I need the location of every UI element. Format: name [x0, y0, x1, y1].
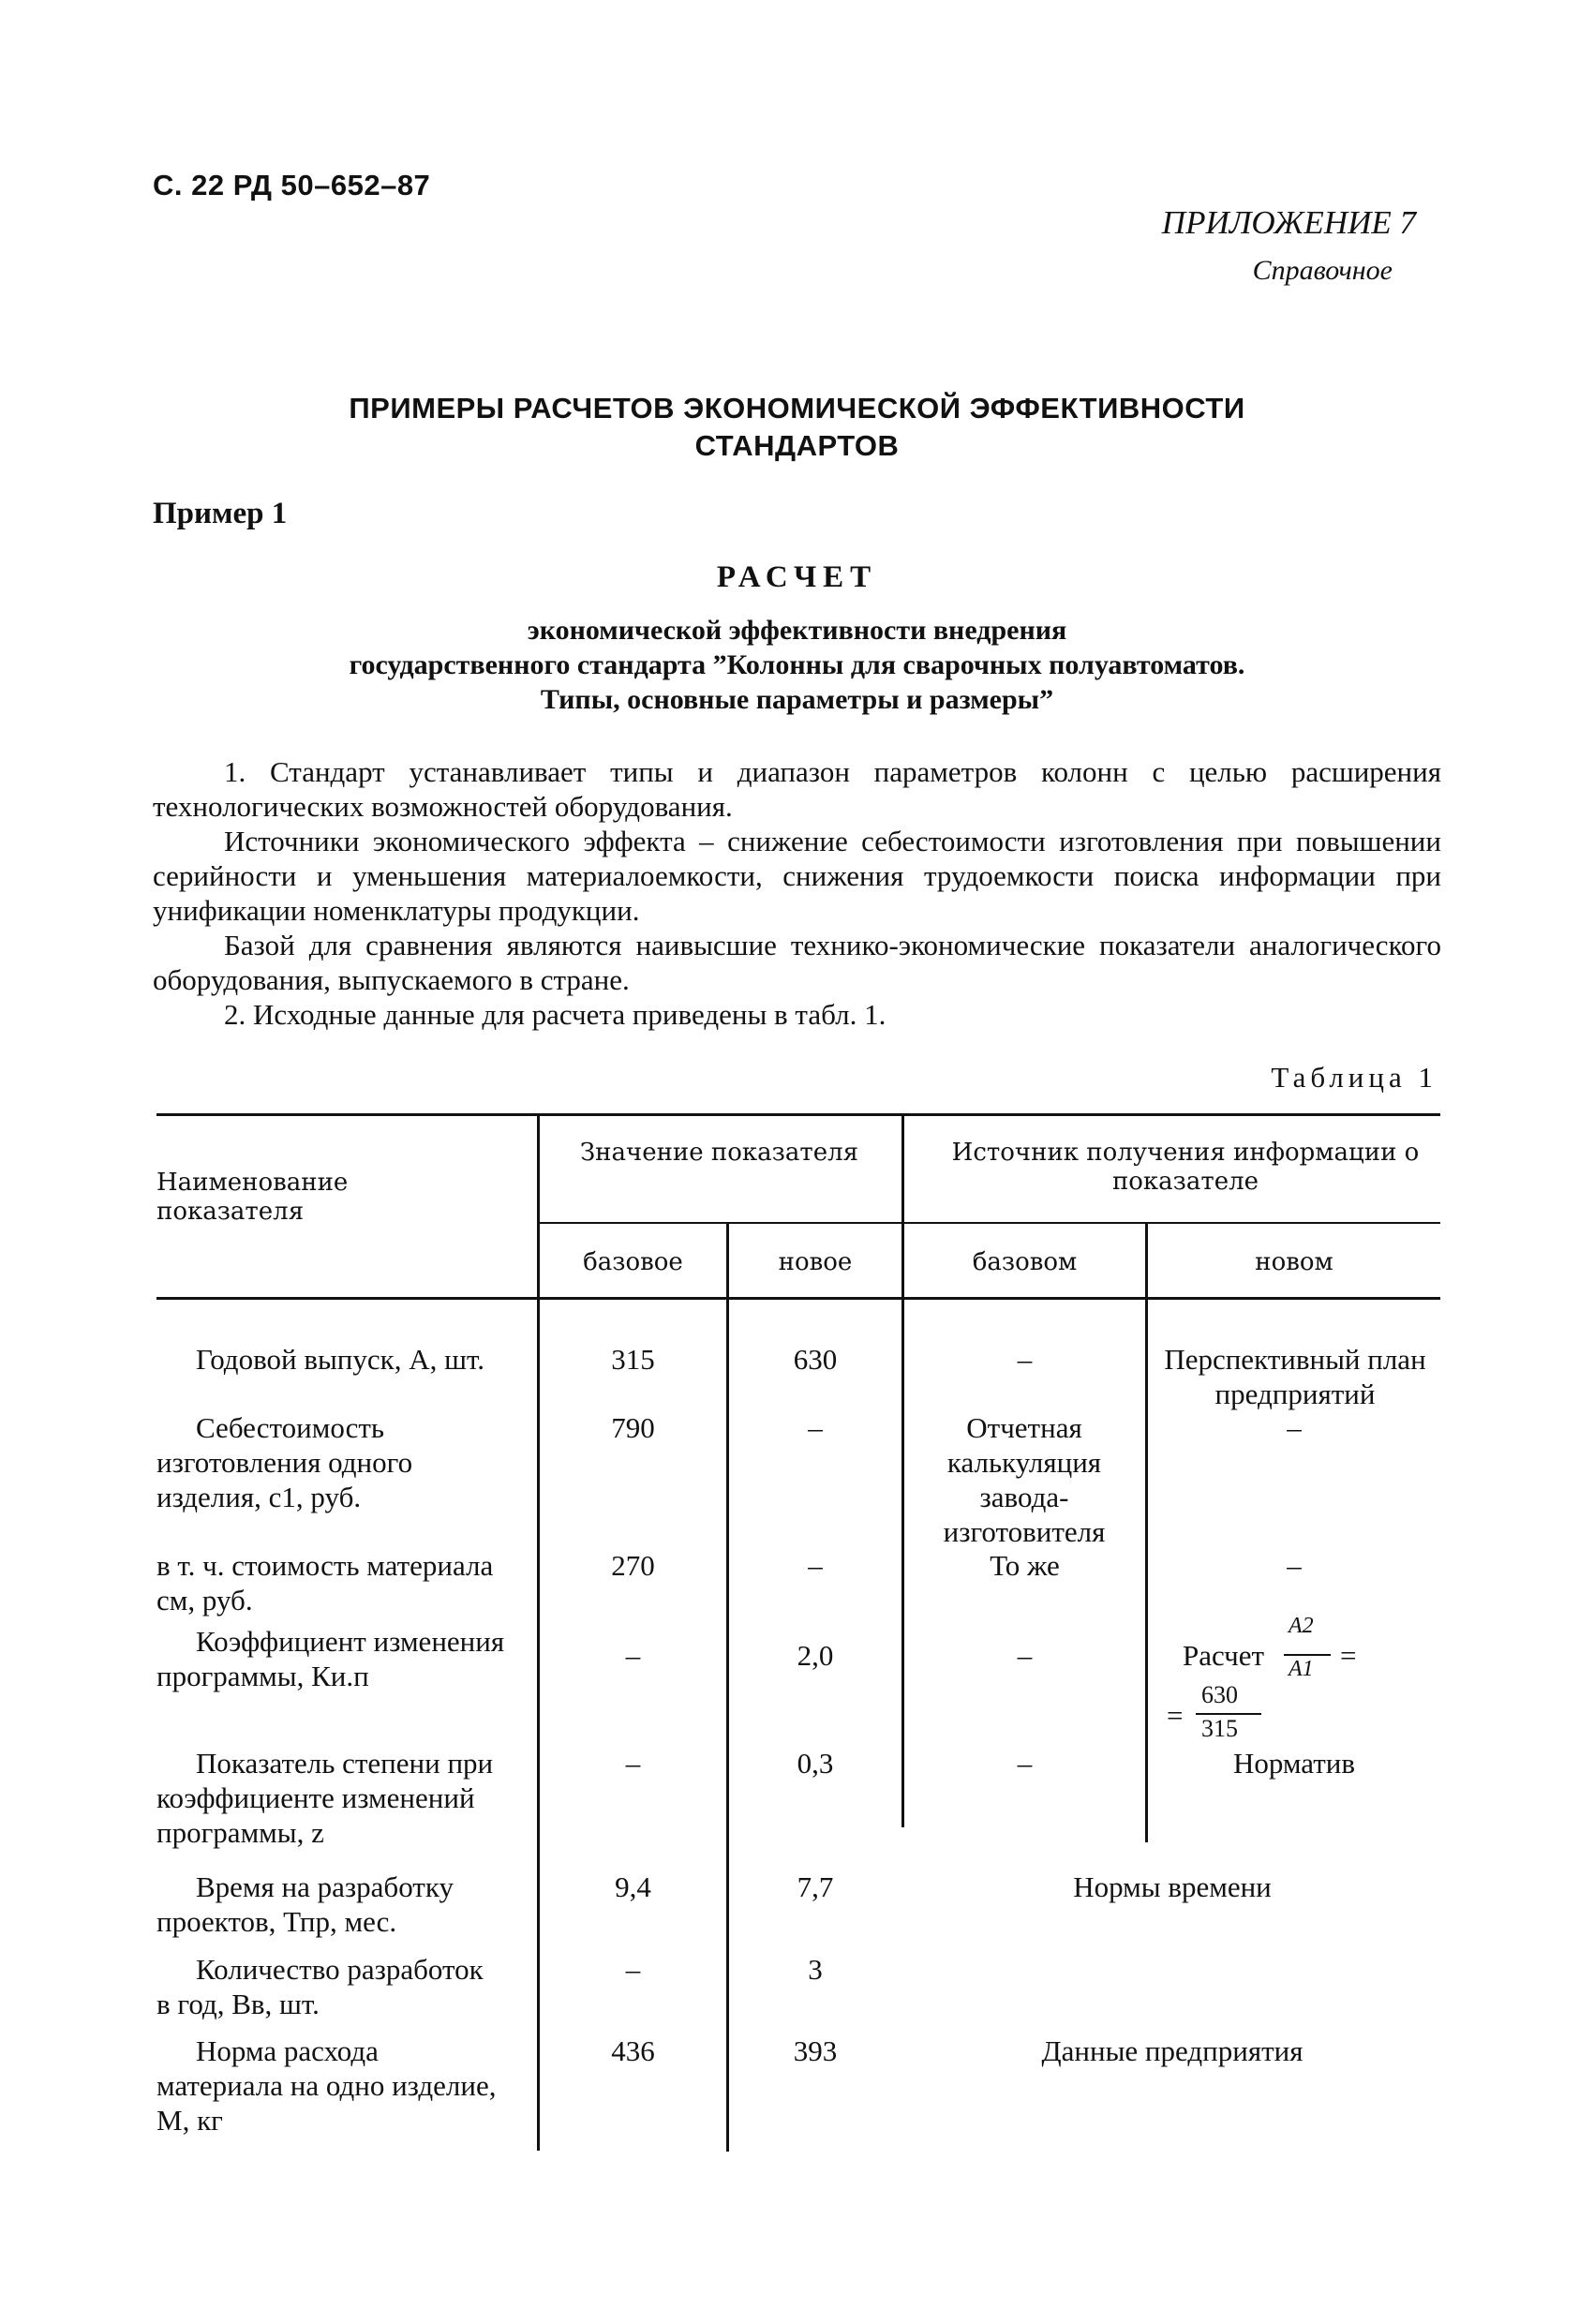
formula-fraction-bar-1 [1284, 1654, 1331, 1656]
row-8-base: 436 [611, 2034, 655, 2067]
row-6-new: 7,7 [797, 1870, 834, 1903]
formula-denominator-value: 315 [1201, 1715, 1238, 1742]
row-3-src-new: – [1287, 1549, 1302, 1582]
table-header-bottom-rule [156, 1297, 1440, 1300]
row-2-src-base: Отчетная калькуляция завода-изготовителя [943, 1411, 1106, 1548]
th-name: Наименование показателя [156, 1169, 349, 1226]
row-2-new: – [808, 1411, 823, 1444]
paragraph: Базой для сравнения являются наивысшие технико-экономические показатели аналогического оборудования, выпускаемого в стране. [153, 929, 1441, 996]
page-title [0, 390, 1594, 465]
row-5-base: – [625, 1747, 641, 1780]
table-header-mid-rule [540, 1222, 1440, 1224]
formula-equals-1: = [1340, 1639, 1357, 1672]
row-7-base: – [625, 1953, 641, 1986]
row-1-src-new: Перспективный план предприятий [1164, 1343, 1426, 1410]
paragraph: 2. Исходные данные для расчета приведены в табл. 1. [224, 998, 886, 1031]
calc-sub-line-2: государственного стандарта ”Колонны для сварочных полуавтоматов. [349, 649, 1245, 680]
th-source-group: Источник получения информации о показателе [951, 1139, 1420, 1196]
title-line-1: ПРИМЕРЫ РАСЧЕТОВ ЭКОНОМИЧЕСКОЙ ЭФФЕКТИВНОСТИ [349, 392, 1245, 425]
row-4-src-base: – [1017, 1639, 1033, 1672]
formula-equals-2: = [1167, 1699, 1184, 1732]
row-3-new: – [808, 1549, 823, 1582]
formula-numerator-value: 630 [1201, 1681, 1238, 1708]
example-label: Пример 1 [153, 497, 288, 530]
th-base: базовое [583, 1248, 683, 1276]
calc-sub-line-1: экономической эффективности внедрения [527, 615, 1067, 646]
table-col-divider-3 [901, 1115, 904, 1827]
th-source-new: новом [1255, 1248, 1333, 1276]
row-6-name: Время на разработку проектов, Тпр, мес. [156, 1870, 454, 1938]
calc-subtitle [0, 613, 1594, 717]
row-1-new: 630 [793, 1343, 838, 1376]
row-7-new: 3 [808, 1953, 823, 1986]
calc-sub-line-3: Типы, основные параметры и размеры” [540, 684, 1054, 715]
row-7-name: Количество разработок в год, Вв, шт. [156, 1953, 484, 2020]
row-2-src-new: – [1287, 1411, 1302, 1444]
row-2-base: 790 [611, 1411, 655, 1444]
row-5-src-base: – [1017, 1747, 1033, 1780]
row-8-source: Данные предприятия [1041, 2034, 1304, 2067]
formula-denominator-symbol: A1 [1289, 1657, 1314, 1681]
table-top-rule [156, 1113, 1440, 1116]
calc-heading: РАСЧЕТ [716, 560, 878, 594]
table-caption: Таблица 1 [1271, 1061, 1438, 1094]
appendix-type: Справочное [1252, 255, 1393, 286]
paragraph: 1. Стандарт устанавливает типы и диапазон параметров колонн с целью расширения технологических возможностей оборудования. [153, 755, 1441, 823]
row-5-name: Показатель степени при коэффициенте изменений программы, z [156, 1747, 494, 1849]
th-source-base: базовом [972, 1248, 1078, 1276]
row-4-base: – [625, 1639, 641, 1672]
th-value-group: Значение показателя [579, 1139, 859, 1167]
row-3-src-base: То же [990, 1549, 1060, 1582]
paragraph: Источники экономического эффекта – снижение себестоимости изготовления при повышении серийности и уменьшения материалоемкости, снижения трудоемкости поиска информации при унификации номенклатуры продукции. [153, 825, 1441, 927]
document-number: С. 22 РД 50–652–87 [153, 169, 431, 201]
row-4-new: 2,0 [797, 1639, 834, 1672]
th-new: новое [778, 1248, 853, 1276]
row-2-name: Себестоимость изготовления одного изделия, с1, руб. [156, 1411, 413, 1513]
row-1-base: 315 [611, 1343, 655, 1376]
row-6-source: Нормы времени [1073, 1870, 1272, 1903]
row-5-new: 0,3 [797, 1747, 834, 1780]
row-3-name: в т. ч. стоимость материала см, руб. [156, 1549, 494, 1616]
row-1-name: Годовой выпуск, А, шт. [196, 1343, 484, 1376]
row-4-name: Коэффициент изменения программы, Ки.п [156, 1625, 505, 1692]
appendix-label: ПРИЛОЖЕНИЕ 7 [1161, 204, 1416, 241]
title-line-2: СТАНДАРТОВ [694, 429, 900, 462]
row-6-base: 9,4 [615, 1870, 651, 1903]
formula-label: Расчет [1183, 1639, 1265, 1672]
row-8-name: Норма расхода материала на одно изделие, М, кг [156, 2034, 497, 2137]
formula-numerator-symbol: A2 [1289, 1614, 1314, 1638]
row-5-src-new: Норматив [1232, 1747, 1356, 1780]
row-8-new: 393 [793, 2034, 838, 2067]
row-3-base: 270 [611, 1549, 655, 1582]
row-1-src-base: – [1017, 1343, 1033, 1376]
body-text [153, 754, 1441, 1032]
